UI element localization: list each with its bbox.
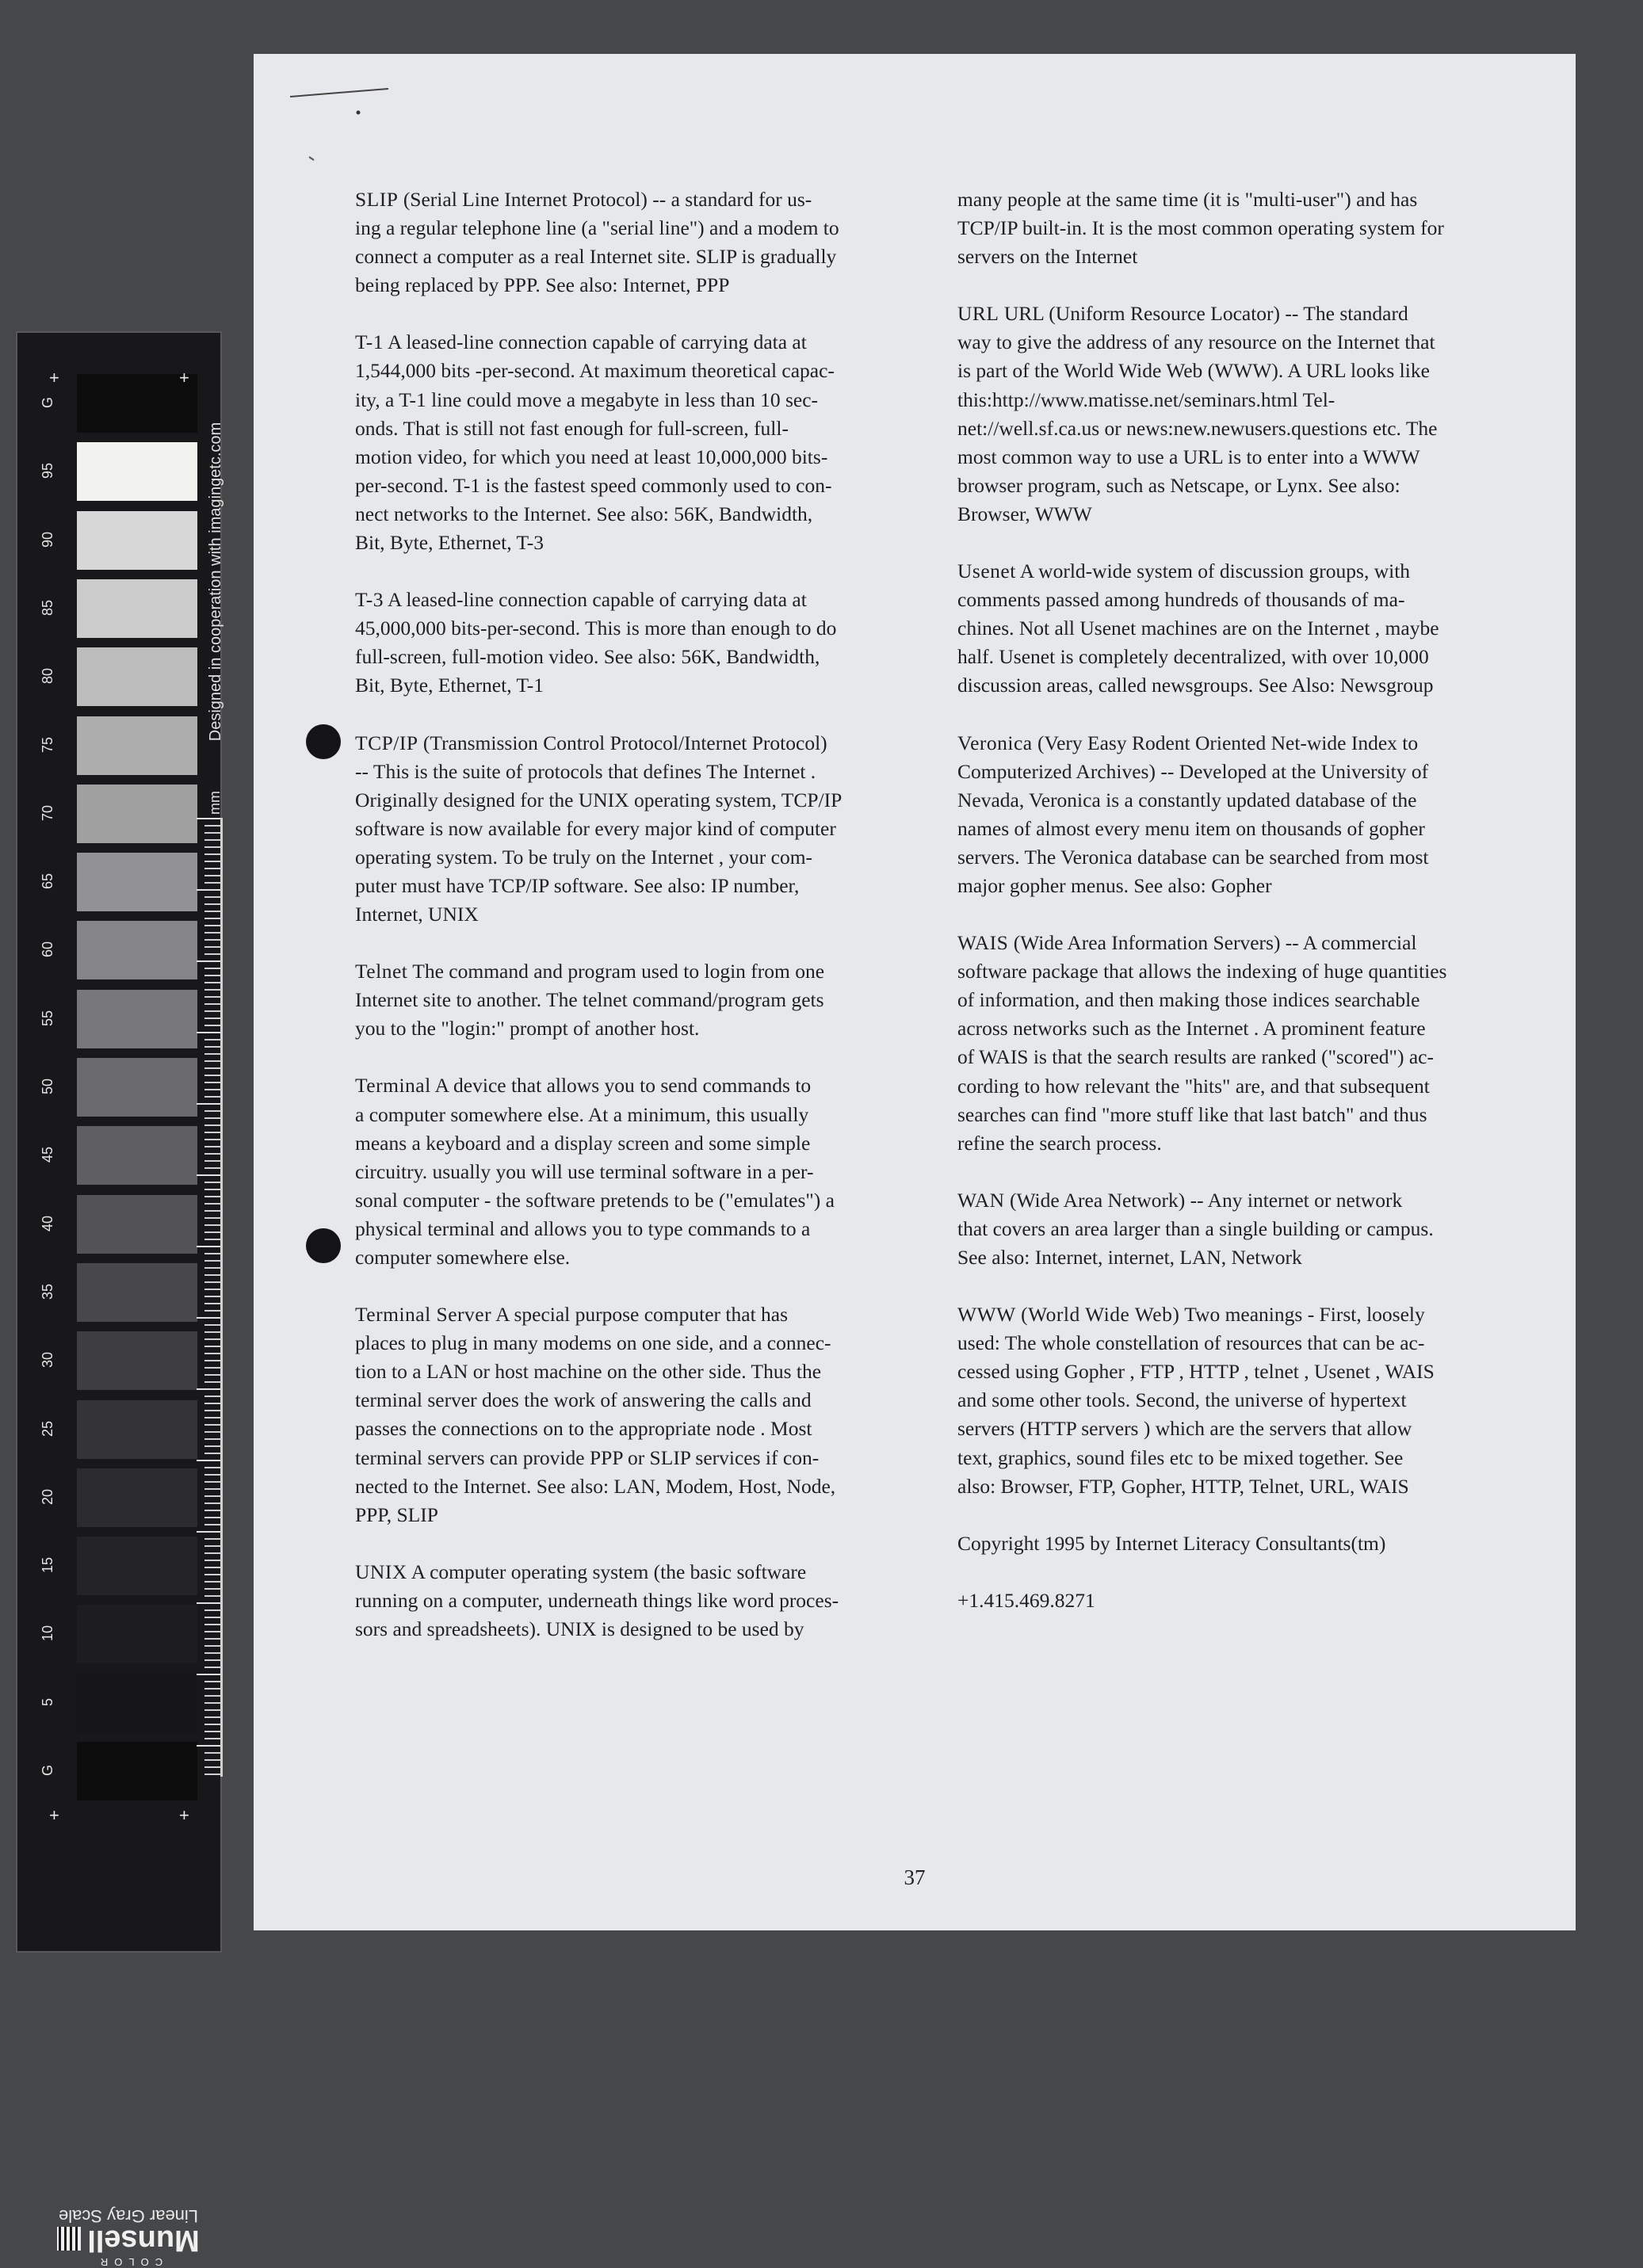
scale-label: 10 <box>40 1625 55 1642</box>
glossary-definition: A world-wide system of discussion groups, with comments passed among hundreds of thousands of ma- chines. Not all Usenet machines are on the Internet , maybe half. Usenet is completely decentralized, with over 10,000 discussion areas, called newsgroups. See Also: Newsgroup <box>957 559 1439 697</box>
scale-credit-text: Designed in cooperation with imagingetc.com <box>207 422 224 742</box>
document-page <box>254 54 1576 1930</box>
glossary-entry <box>355 957 965 1043</box>
registration-mark: + <box>179 1805 189 1825</box>
glossary-term: Terminal <box>355 1074 431 1098</box>
ruler-major-ticks <box>197 818 220 1777</box>
glossary-entry <box>957 729 1520 901</box>
glossary-definition: Two meanings - First, loosely used: The whole constellation of resources that can be ac- cessed using Gopher , FTP , HTTP , telnet , Usenet , WAIS and some other tools. Second, the universe of hypertext servers (HTTP servers ) which are the servers that allow text, graphics, sound files etc to be mixed together. See also: Browser, FTP, Gopher, HTTP, Telnet, URL, WAIS <box>957 1303 1435 1498</box>
glossary-entry <box>957 300 1520 529</box>
left-column <box>355 185 965 1672</box>
glossary-definition: Copyright 1995 by Internet Literacy Consultants(tm) <box>957 1531 1386 1555</box>
gray-patch <box>77 1674 197 1732</box>
glossary-definition: (Wide Area Network) -- Any internet or network that covers an area larger than a single building or campus. See also: Internet, internet, LAN, Network <box>957 1188 1434 1269</box>
glossary-entry <box>957 1186 1520 1272</box>
gray-patch <box>77 1537 197 1595</box>
scale-label: 90 <box>40 531 55 548</box>
glossary-term: TCP/IP <box>355 731 418 754</box>
scale-label: G <box>40 397 55 409</box>
glossary-term: Veronica <box>957 731 1033 754</box>
gray-patch <box>77 511 197 570</box>
stray-pen-marks <box>254 54 412 181</box>
punch-hole <box>306 1228 341 1263</box>
glossary-definition: URL (Uniform Resource Locator) -- The standard way to give the address of any resource on the Internet that is part of the World Wide Web (WWW). A URL looks like this:http://www.matisse.net/seminars.html Tel- net://well.sf.ca.us or news:new.newusers.questions etc. The most common way to use a URL is to enter into a WWW browser program, such as Netscape, or Lynx. See also: Browser, WWW <box>957 302 1438 525</box>
glossary-entry <box>355 185 965 300</box>
right-column <box>957 185 1520 1644</box>
gray-patch <box>77 1263 197 1322</box>
gray-patch <box>77 579 197 638</box>
glossary-definition: (Very Easy Rodent Oriented Net-wide Index to Computerized Archives) -- Developed at the University of Nevada, Veronica is a constantly updated database of the names of almost every menu item on thousands of gopher servers. The Veronica database can be searched from most major gopher menus. See also: Gopher <box>957 731 1429 897</box>
gray-patch <box>77 1126 197 1185</box>
scale-label: 60 <box>40 941 55 958</box>
glossary-term: WAN <box>957 1188 1005 1212</box>
glossary-term: WWW (World Wide Web) <box>957 1303 1180 1327</box>
glossary-entry <box>957 1586 1520 1615</box>
gray-patch <box>77 853 197 911</box>
glossary-entry <box>957 1529 1520 1558</box>
ruler-spine <box>220 818 223 1777</box>
scale-title: Linear Gray Scale <box>58 2206 199 2226</box>
glossary-term: T-3 <box>355 588 384 612</box>
gray-patch <box>77 1400 197 1459</box>
brand-text: Munsell <box>87 2224 200 2257</box>
scale-label: 65 <box>40 873 55 890</box>
scale-label: 35 <box>40 1283 55 1300</box>
glossary-entry <box>957 929 1520 1158</box>
gray-patch <box>77 1331 197 1390</box>
scale-label: 75 <box>40 736 55 753</box>
scale-label: 85 <box>40 599 55 616</box>
glossary-entry <box>957 557 1520 700</box>
scale-label: 40 <box>40 1215 55 1231</box>
glossary-definition: The command and program used to login from one Internet site to another. The telnet command/program gets you to the "login:" prompt of another host. <box>355 960 825 1040</box>
glossary-definition: (Wide Area Information Servers) -- A commercial software package that allows the indexing of huge quantities of information, and then making those indices searchable across networks such as the Internet . A prominent feature of WAIS is that the search results are ranked ("scored") ac- cording to how relevant the "hits" are, and that subsequent searches can find "more stuff like that last batch" and thus refine the search process. <box>957 931 1447 1155</box>
gray-patch <box>77 1605 197 1663</box>
glossary-term: SLIP <box>355 188 399 211</box>
mm-label: mm <box>207 791 223 815</box>
glossary-term: UNIX <box>355 1560 407 1583</box>
scale-label: G <box>40 1765 55 1777</box>
scale-label: 55 <box>40 1010 55 1026</box>
glossary-entry <box>355 1558 965 1644</box>
munsell-logo-icon <box>57 2227 81 2251</box>
glossary-entry <box>355 1071 965 1272</box>
scale-label: 5 <box>40 1697 55 1706</box>
gray-patch <box>77 647 197 706</box>
gray-patch <box>77 1195 197 1254</box>
scale-label: 45 <box>40 1147 55 1163</box>
glossary-definition: A special purpose computer that has places to plug in many modems on one side, and a connec- tion to a LAN or host machine on the other side. Thus the terminal server does the work of answering the calls and passes the connections on to the appropriate node . Most terminal servers can provide PPP or SLIP services if con- nected to the Internet. See also: LAN, Modem, Host, Node, PPP, SLIP <box>355 1303 836 1526</box>
glossary-definition: (Serial Line Internet Protocol) -- a standard for us- ing a regular telephone line (a "serial line") and a modem to connect a computer as a real Internet site. SLIP is gradually being replaced by PPP. See also: Internet, PPP <box>355 188 839 297</box>
glossary-definition: (Transmission Control Protocol/Internet Protocol) -- This is the suite of protocols that defines The Internet . Originally designed for the UNIX operating system, TCP/IP software is now available for every major kind of computer operating system. To be truly on the Internet , your com- puter must have TCP/IP software. See also: IP number, Internet, UNIX <box>355 731 843 926</box>
scale-label: 95 <box>40 463 55 479</box>
gray-patch <box>77 1468 197 1527</box>
glossary-definition: A leased-line connection capable of carrying data at 1,544,000 bits -per-second. At maximum theoretical capac- ity, a T-1 line could move a megabyte in less than 10 sec- onds. That is still not fast enough for full-screen, full- motion video, for which you need at least 10,000,000 bits- per-second. T-1 is the fastest speed commonly used to con- nect networks to the Internet. See also: 56K, Bandwidth, Bit, Byte, Ethernet, T-3 <box>355 330 835 555</box>
gray-patch <box>77 716 197 775</box>
glossary-definition: A leased-line connection capable of carrying data at 45,000,000 bits-per-second. This is more than enough to do full-screen, full-motion video. See also: 56K, Bandwidth, Bit, Byte, Ethernet, T-1 <box>355 588 837 697</box>
brand-name <box>41 2224 216 2256</box>
gray-patch <box>77 442 197 501</box>
registration-mark: + <box>49 1805 59 1825</box>
registration-mark: + <box>179 368 189 388</box>
gray-patch <box>77 785 197 843</box>
glossary-term: URL <box>957 302 999 326</box>
glossary-term: Usenet <box>957 559 1016 583</box>
gray-scale-card <box>16 331 224 2268</box>
glossary-term: T-1 <box>355 330 384 354</box>
scale-label: 30 <box>40 1352 55 1369</box>
punch-hole <box>306 724 341 759</box>
scale-label: 80 <box>40 668 55 685</box>
page-number: 37 <box>904 1865 926 1889</box>
glossary-entry <box>355 586 965 700</box>
glossary-definition: +1.415.469.8271 <box>957 1588 1095 1612</box>
scale-label: 70 <box>40 804 55 821</box>
munsell-brand <box>41 2224 216 2268</box>
scale-label: 15 <box>40 1557 55 1574</box>
glossary-definition: A computer operating system (the basic software running on a computer, underneath things like word proces- sors and spreadsheets). UNIX is designed to be used by <box>355 1560 839 1641</box>
glossary-entry <box>355 1300 965 1529</box>
gray-patch <box>77 990 197 1048</box>
gray-patch <box>77 1058 197 1117</box>
registration-mark: + <box>49 368 59 388</box>
gray-patch <box>77 1742 197 1800</box>
glossary-term: Terminal Server <box>355 1303 492 1327</box>
glossary-entry <box>957 1300 1520 1501</box>
glossary-entry <box>355 328 965 557</box>
glossary-term: Telnet <box>355 960 408 983</box>
glossary-term: WAIS <box>957 931 1009 955</box>
scale-label: 25 <box>40 1420 55 1437</box>
scale-label: 50 <box>40 1078 55 1095</box>
scale-label: 20 <box>40 1488 55 1505</box>
glossary-entry <box>355 729 965 930</box>
glossary-entry <box>957 185 1520 271</box>
glossary-definition: many people at the same time (it is "multi-user") and has TCP/IP built-in. It is the most common operating system for servers on the Internet <box>957 188 1444 269</box>
glossary-definition: A device that allows you to send commands to a computer somewhere else. At a minimum, this usually means a keyboard and a display screen and some simple circuitry. usually you will use terminal software in a per- sonal computer - the software pretends to be ("emulates") a physical terminal and allows you to type commands to a computer somewhere else. <box>355 1074 835 1269</box>
brand-sub: COLOR <box>94 2256 163 2268</box>
gray-patch <box>77 921 197 979</box>
